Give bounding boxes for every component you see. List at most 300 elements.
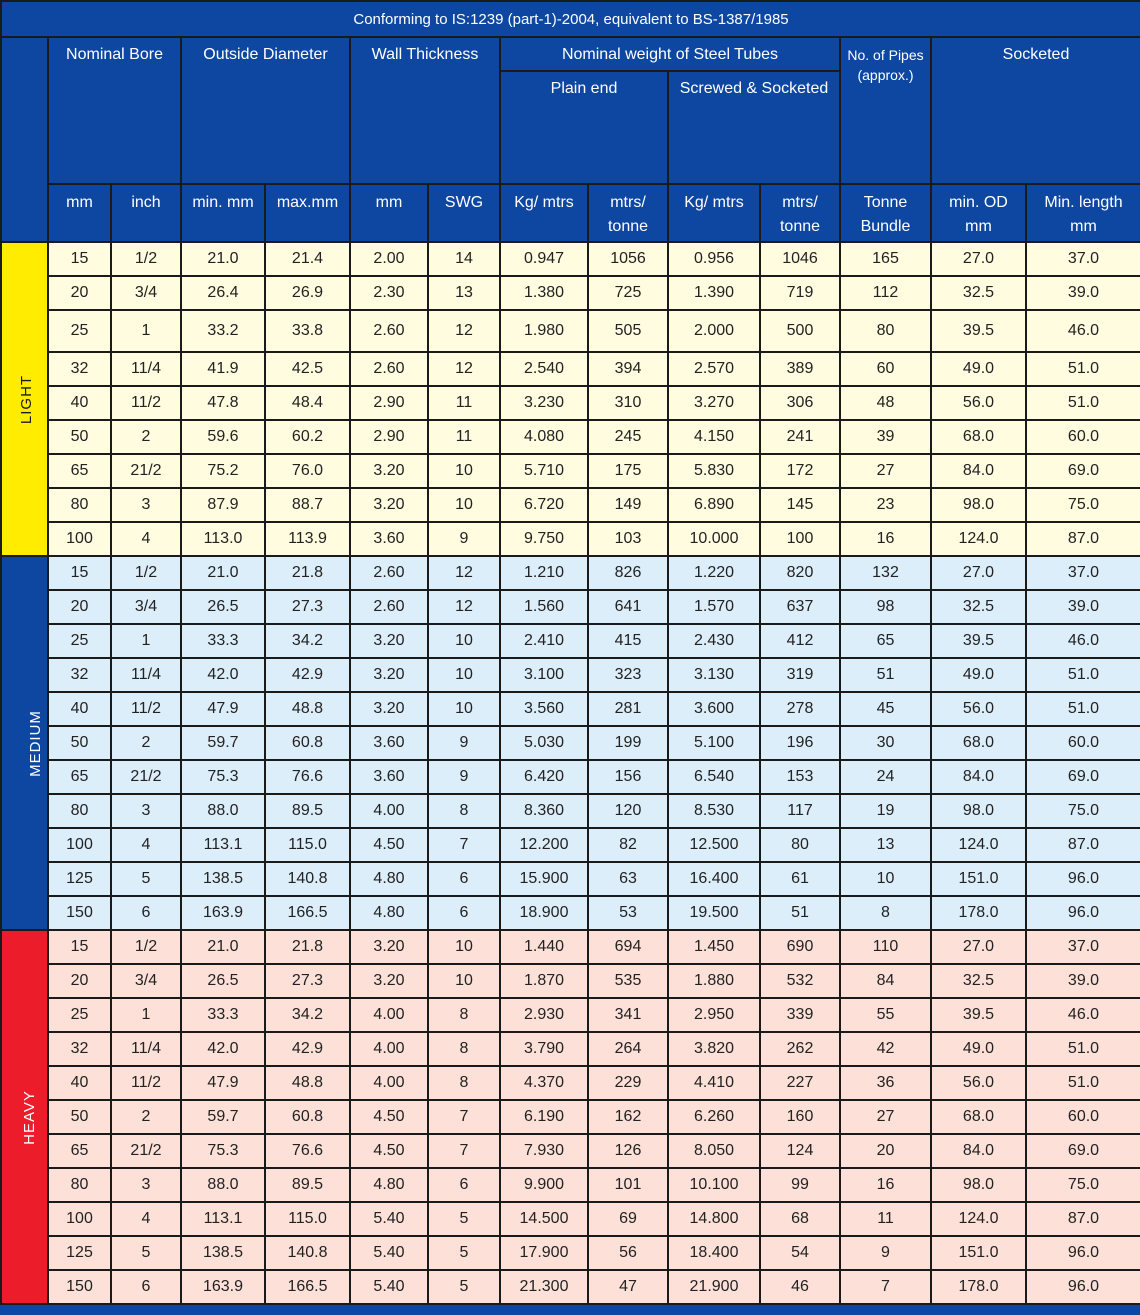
- table-row: [1, 964, 1140, 998]
- table-cell: 2.60: [350, 310, 428, 352]
- table-row: [1, 794, 1140, 828]
- table-cell: 11/4: [111, 1032, 181, 1066]
- table-cell: 21/2: [111, 1134, 181, 1168]
- table-cell: 4.00: [350, 1066, 428, 1100]
- table-cell: 4.50: [350, 1100, 428, 1134]
- table-row: [1, 310, 1140, 352]
- subheader-line: Bundle: [860, 218, 911, 235]
- table-cell: 7.930: [500, 1134, 588, 1168]
- table-cell: 11/2: [111, 692, 181, 726]
- table-cell: 46.0: [1026, 998, 1140, 1032]
- table-cell: 48.8: [265, 692, 350, 726]
- table-cell: 150: [48, 1270, 111, 1304]
- subheader-cell: [350, 184, 428, 242]
- table-row: [1, 386, 1140, 420]
- table-cell: 2.000: [668, 310, 760, 352]
- table-cell: 60: [840, 352, 931, 386]
- table-cell: 27: [840, 1100, 931, 1134]
- table-cell: 69.0: [1026, 760, 1140, 794]
- table-cell: 532: [760, 964, 840, 998]
- table-row: [1, 352, 1140, 386]
- table-cell: 80: [840, 310, 931, 352]
- subheader-cell: [111, 184, 181, 242]
- table-cell: 40: [48, 692, 111, 726]
- table-cell: 10: [428, 692, 500, 726]
- table-cell: 8.360: [500, 794, 588, 828]
- table-row: [1, 522, 1140, 556]
- table-cell: 694: [588, 930, 668, 964]
- table-row: [1, 488, 1140, 522]
- table-cell: 36: [840, 1066, 931, 1100]
- table-cell: 87.0: [1026, 1202, 1140, 1236]
- table-cell: 51.0: [1026, 658, 1140, 692]
- table-cell: 40: [48, 1066, 111, 1100]
- table-cell: 8.530: [668, 794, 760, 828]
- table-cell: 126: [588, 1134, 668, 1168]
- table-cell: 98.0: [931, 1168, 1026, 1202]
- table-row: [1, 276, 1140, 310]
- header-socketed: Socketed: [931, 37, 1140, 184]
- group-label-heavy: [1, 930, 48, 1304]
- table-cell: 241: [760, 420, 840, 454]
- table-cell: 32.5: [931, 276, 1026, 310]
- table-cell: 99: [760, 1168, 840, 1202]
- subheader-line: Kg/ mtrs: [514, 194, 574, 211]
- table-cell: 2.570: [668, 352, 760, 386]
- table-cell: 150: [48, 896, 111, 930]
- group-header-blank: [1, 37, 48, 242]
- subheader-cell: [588, 184, 668, 242]
- table-cell: 89.5: [265, 794, 350, 828]
- table-cell: 11/2: [111, 386, 181, 420]
- table-cell: 5: [111, 1236, 181, 1270]
- table-cell: 113.9: [265, 522, 350, 556]
- table-cell: 5: [428, 1202, 500, 1236]
- table-cell: 100: [760, 522, 840, 556]
- table-cell: 76.0: [265, 454, 350, 488]
- table-cell: 8: [428, 1032, 500, 1066]
- table-cell: 56.0: [931, 1066, 1026, 1100]
- table-row: [1, 1100, 1140, 1134]
- table-cell: 21.0: [181, 930, 265, 964]
- table-cell: 165: [840, 242, 931, 276]
- table-cell: 69.0: [1026, 1134, 1140, 1168]
- table-cell: 2.950: [668, 998, 760, 1032]
- table-row: [1, 726, 1140, 760]
- table-cell: 13: [840, 828, 931, 862]
- table-row: [1, 1168, 1140, 1202]
- table-cell: 4.80: [350, 862, 428, 896]
- table-cell: 10: [428, 488, 500, 522]
- table-cell: 394: [588, 352, 668, 386]
- table-row: [1, 1202, 1140, 1236]
- table-cell: 9: [428, 726, 500, 760]
- table-cell: 1/2: [111, 930, 181, 964]
- table-cell: 1.390: [668, 276, 760, 310]
- table-cell: 75.3: [181, 760, 265, 794]
- table-cell: 27.0: [931, 556, 1026, 590]
- table-cell: 115.0: [265, 828, 350, 862]
- subheader-cell: [181, 184, 265, 242]
- table-cell: 42.0: [181, 1032, 265, 1066]
- table-cell: 339: [760, 998, 840, 1032]
- table-cell: 113.0: [181, 522, 265, 556]
- table-row: [1, 998, 1140, 1032]
- table-cell: 6: [428, 862, 500, 896]
- table-cell: 3/4: [111, 276, 181, 310]
- table-cell: 10.100: [668, 1168, 760, 1202]
- table-cell: 1/2: [111, 556, 181, 590]
- table-cell: 51.0: [1026, 386, 1140, 420]
- table-cell: 96.0: [1026, 896, 1140, 930]
- table-cell: 47.8: [181, 386, 265, 420]
- table-cell: 7: [428, 1134, 500, 1168]
- table-cell: 21.8: [265, 556, 350, 590]
- table-cell: 6: [111, 1270, 181, 1304]
- table-cell: 5: [428, 1236, 500, 1270]
- table-cell: 160: [760, 1100, 840, 1134]
- table-cell: 2.60: [350, 590, 428, 624]
- table-cell: 88.0: [181, 794, 265, 828]
- table-cell: 50: [48, 1100, 111, 1134]
- table-cell: 80: [48, 1168, 111, 1202]
- table-cell: 20: [48, 590, 111, 624]
- table-cell: 3/4: [111, 964, 181, 998]
- header-screwed-socketed: Screwed & Socketed: [668, 71, 840, 184]
- table-cell: 50: [48, 420, 111, 454]
- table-cell: 820: [760, 556, 840, 590]
- table-cell: 117: [760, 794, 840, 828]
- table-cell: 56.0: [931, 386, 1026, 420]
- table-row: [1, 1236, 1140, 1270]
- table-cell: 37.0: [1026, 556, 1140, 590]
- table-cell: 27.3: [265, 590, 350, 624]
- table-cell: 500: [760, 310, 840, 352]
- table-cell: 20: [840, 1134, 931, 1168]
- table-cell: 1056: [588, 242, 668, 276]
- table-cell: 138.5: [181, 1236, 265, 1270]
- table-cell: 719: [760, 276, 840, 310]
- table-title: Conforming to IS:1239 (part-1)-2004, equivalent to BS-1387/1985: [1, 1, 1140, 37]
- table-cell: 60.2: [265, 420, 350, 454]
- table-cell: 84.0: [931, 760, 1026, 794]
- table-cell: 2.410: [500, 624, 588, 658]
- subheader-cell: [48, 184, 111, 242]
- table-cell: 54: [760, 1236, 840, 1270]
- table-cell: 80: [760, 828, 840, 862]
- table-cell: 47.9: [181, 692, 265, 726]
- table-cell: 51: [760, 896, 840, 930]
- table-cell: 21.0: [181, 242, 265, 276]
- table-cell: 25: [48, 310, 111, 352]
- table-cell: 3.560: [500, 692, 588, 726]
- subheader-line: Min. length: [1044, 194, 1123, 211]
- table-cell: 4: [111, 828, 181, 862]
- table-cell: 113.1: [181, 828, 265, 862]
- table-cell: 42: [840, 1032, 931, 1066]
- table-cell: 415: [588, 624, 668, 658]
- table-cell: 12: [428, 556, 500, 590]
- table-cell: 505: [588, 310, 668, 352]
- table-cell: 88.0: [181, 1168, 265, 1202]
- table-cell: 245: [588, 420, 668, 454]
- table-cell: 56: [588, 1236, 668, 1270]
- table-cell: 5: [428, 1270, 500, 1304]
- header-no-of-pipes: [840, 37, 931, 184]
- table-cell: 25: [48, 624, 111, 658]
- table-cell: 40: [48, 386, 111, 420]
- table-cell: 125: [48, 1236, 111, 1270]
- header-wall-thickness: Wall Thickness: [350, 37, 500, 184]
- table-cell: 3.20: [350, 658, 428, 692]
- table-cell: 4.150: [668, 420, 760, 454]
- table-cell: 15: [48, 556, 111, 590]
- table-cell: 4.00: [350, 998, 428, 1032]
- table-cell: 82: [588, 828, 668, 862]
- subheader-line: min. mm: [192, 194, 254, 211]
- table-cell: 124: [760, 1134, 840, 1168]
- table-cell: 3.20: [350, 964, 428, 998]
- table-row: [1, 828, 1140, 862]
- table-cell: 11/4: [111, 658, 181, 692]
- group-label-light: [1, 242, 48, 556]
- table-cell: 87.9: [181, 488, 265, 522]
- table-cell: 11: [428, 420, 500, 454]
- subheader-line: mm: [1070, 218, 1097, 235]
- table-cell: 112: [840, 276, 931, 310]
- table-cell: 412: [760, 624, 840, 658]
- table-cell: 51.0: [1026, 352, 1140, 386]
- subheader-cell: [760, 184, 840, 242]
- table-row: [1, 624, 1140, 658]
- subheader-cell: [500, 184, 588, 242]
- table-cell: 10: [428, 454, 500, 488]
- table-cell: 32: [48, 352, 111, 386]
- table-cell: 172: [760, 454, 840, 488]
- table-row: [1, 692, 1140, 726]
- table-cell: 55: [840, 998, 931, 1032]
- table-cell: 5.710: [500, 454, 588, 488]
- table-cell: 3.790: [500, 1032, 588, 1066]
- subheader-line: mm: [66, 194, 93, 211]
- table-cell: 690: [760, 930, 840, 964]
- table-cell: 264: [588, 1032, 668, 1066]
- table-cell: 21/2: [111, 760, 181, 794]
- table-cell: 162: [588, 1100, 668, 1134]
- table-cell: 1.980: [500, 310, 588, 352]
- table-cell: 1: [111, 624, 181, 658]
- table-cell: 227: [760, 1066, 840, 1100]
- subheader-cell: [840, 184, 931, 242]
- table-cell: 10: [428, 930, 500, 964]
- table-cell: 4.80: [350, 896, 428, 930]
- table-cell: 68.0: [931, 726, 1026, 760]
- table-cell: 98.0: [931, 488, 1026, 522]
- table-cell: 100: [48, 828, 111, 862]
- table-row: [1, 896, 1140, 930]
- table-cell: 9.750: [500, 522, 588, 556]
- table-cell: 4: [111, 1202, 181, 1236]
- table-cell: 87.0: [1026, 828, 1140, 862]
- subheader-line: Tonne: [863, 194, 908, 211]
- table-cell: 0.947: [500, 242, 588, 276]
- table-cell: 9: [428, 522, 500, 556]
- subheader-line: inch: [131, 194, 161, 211]
- table-cell: 32: [48, 1032, 111, 1066]
- table-cell: 1.560: [500, 590, 588, 624]
- subheader-cell: [428, 184, 500, 242]
- table-cell: 5.100: [668, 726, 760, 760]
- table-cell: 6: [111, 896, 181, 930]
- table-cell: 26.9: [265, 276, 350, 310]
- table-row: [1, 760, 1140, 794]
- table-row: [1, 930, 1140, 964]
- table-cell: 15: [48, 242, 111, 276]
- table-cell: 4.080: [500, 420, 588, 454]
- table-cell: 3.20: [350, 488, 428, 522]
- table-cell: 2.60: [350, 556, 428, 590]
- table-cell: 27.0: [931, 930, 1026, 964]
- table-cell: 9: [840, 1236, 931, 1270]
- table-cell: 61: [760, 862, 840, 896]
- table-cell: 306: [760, 386, 840, 420]
- table-cell: 115.0: [265, 1202, 350, 1236]
- table-cell: 26.4: [181, 276, 265, 310]
- table-cell: 12.200: [500, 828, 588, 862]
- table-cell: 14.800: [668, 1202, 760, 1236]
- table-cell: 1.440: [500, 930, 588, 964]
- table-cell: 196: [760, 726, 840, 760]
- table-cell: 163.9: [181, 896, 265, 930]
- table-cell: 96.0: [1026, 862, 1140, 896]
- table-cell: 2.00: [350, 242, 428, 276]
- table-cell: 18.900: [500, 896, 588, 930]
- table-cell: 48.8: [265, 1066, 350, 1100]
- subheader-cell: [931, 184, 1026, 242]
- table-row: [1, 1270, 1140, 1304]
- table-cell: 96.0: [1026, 1236, 1140, 1270]
- table-cell: 32: [48, 658, 111, 692]
- table-cell: 19: [840, 794, 931, 828]
- table-cell: 2.90: [350, 386, 428, 420]
- table-cell: 100: [48, 1202, 111, 1236]
- table-cell: 21.300: [500, 1270, 588, 1304]
- table-cell: 21.0: [181, 556, 265, 590]
- table-cell: 20: [48, 964, 111, 998]
- group-label-text: HEAVY: [20, 1089, 38, 1145]
- table-cell: 310: [588, 386, 668, 420]
- table-cell: 47.9: [181, 1066, 265, 1100]
- subheader-line: tonne: [607, 218, 649, 235]
- table-cell: 68.0: [931, 1100, 1026, 1134]
- table-cell: 33.8: [265, 310, 350, 352]
- table-cell: 262: [760, 1032, 840, 1066]
- header-nominal-weight: Nominal weight of Steel Tubes: [500, 37, 840, 71]
- table-row: [1, 658, 1140, 692]
- table-cell: 21/2: [111, 454, 181, 488]
- table-cell: 4.50: [350, 828, 428, 862]
- table-cell: 39: [840, 420, 931, 454]
- table-cell: 725: [588, 276, 668, 310]
- subheader-line: mm: [375, 194, 403, 211]
- table-cell: 2.540: [500, 352, 588, 386]
- table-cell: 3.20: [350, 930, 428, 964]
- table-cell: 27: [840, 454, 931, 488]
- table-cell: 1.870: [500, 964, 588, 998]
- subheader-cell: [1026, 184, 1140, 242]
- table-cell: 39.0: [1026, 964, 1140, 998]
- table-cell: 65: [48, 1134, 111, 1168]
- table-cell: 60.0: [1026, 420, 1140, 454]
- table-cell: 13: [428, 276, 500, 310]
- table-cell: 75.0: [1026, 794, 1140, 828]
- table-cell: 535: [588, 964, 668, 998]
- table-cell: 6: [428, 1168, 500, 1202]
- table-cell: 3: [111, 794, 181, 828]
- table-cell: 3.20: [350, 454, 428, 488]
- table-cell: 2: [111, 420, 181, 454]
- table-cell: 826: [588, 556, 668, 590]
- table-cell: 2.930: [500, 998, 588, 1032]
- table-cell: 132: [840, 556, 931, 590]
- table-cell: 1.380: [500, 276, 588, 310]
- table-row: [1, 1066, 1140, 1100]
- table-cell: 30: [840, 726, 931, 760]
- table-cell: 46.0: [1026, 624, 1140, 658]
- table-cell: 11: [428, 386, 500, 420]
- table-cell: 323: [588, 658, 668, 692]
- table-cell: 3.820: [668, 1032, 760, 1066]
- table-cell: 84.0: [931, 1134, 1026, 1168]
- table-cell: 32.5: [931, 964, 1026, 998]
- header-approx-label: (approx.): [857, 67, 914, 83]
- table-cell: 151.0: [931, 1236, 1026, 1270]
- table-cell: 1046: [760, 242, 840, 276]
- table-cell: 124.0: [931, 828, 1026, 862]
- table-cell: 26.5: [181, 590, 265, 624]
- table-cell: 69: [588, 1202, 668, 1236]
- table-cell: 42.9: [265, 658, 350, 692]
- table-cell: 178.0: [931, 1270, 1026, 1304]
- table-cell: 34.2: [265, 998, 350, 1032]
- table-cell: 637: [760, 590, 840, 624]
- table-cell: 12: [428, 590, 500, 624]
- table-cell: 69.0: [1026, 454, 1140, 488]
- table-cell: 0.956: [668, 242, 760, 276]
- table-cell: 12: [428, 310, 500, 352]
- table-cell: 100: [48, 522, 111, 556]
- table-cell: 59.7: [181, 1100, 265, 1134]
- table-cell: 59.6: [181, 420, 265, 454]
- table-cell: 5.40: [350, 1236, 428, 1270]
- table-cell: 8: [840, 896, 931, 930]
- table-cell: 4.410: [668, 1066, 760, 1100]
- table-cell: 39.0: [1026, 590, 1140, 624]
- table-cell: 56.0: [931, 692, 1026, 726]
- table-cell: 60.8: [265, 726, 350, 760]
- table-cell: 5.40: [350, 1270, 428, 1304]
- table-cell: 25: [48, 998, 111, 1032]
- subheader-line: tonne: [779, 218, 821, 235]
- table-cell: 45: [840, 692, 931, 726]
- table-cell: 3.100: [500, 658, 588, 692]
- table-row: [1, 1032, 1140, 1066]
- table-cell: 113.1: [181, 1202, 265, 1236]
- table-cell: 5.030: [500, 726, 588, 760]
- table-cell: 60.0: [1026, 726, 1140, 760]
- table-cell: 12.500: [668, 828, 760, 862]
- table-cell: 149: [588, 488, 668, 522]
